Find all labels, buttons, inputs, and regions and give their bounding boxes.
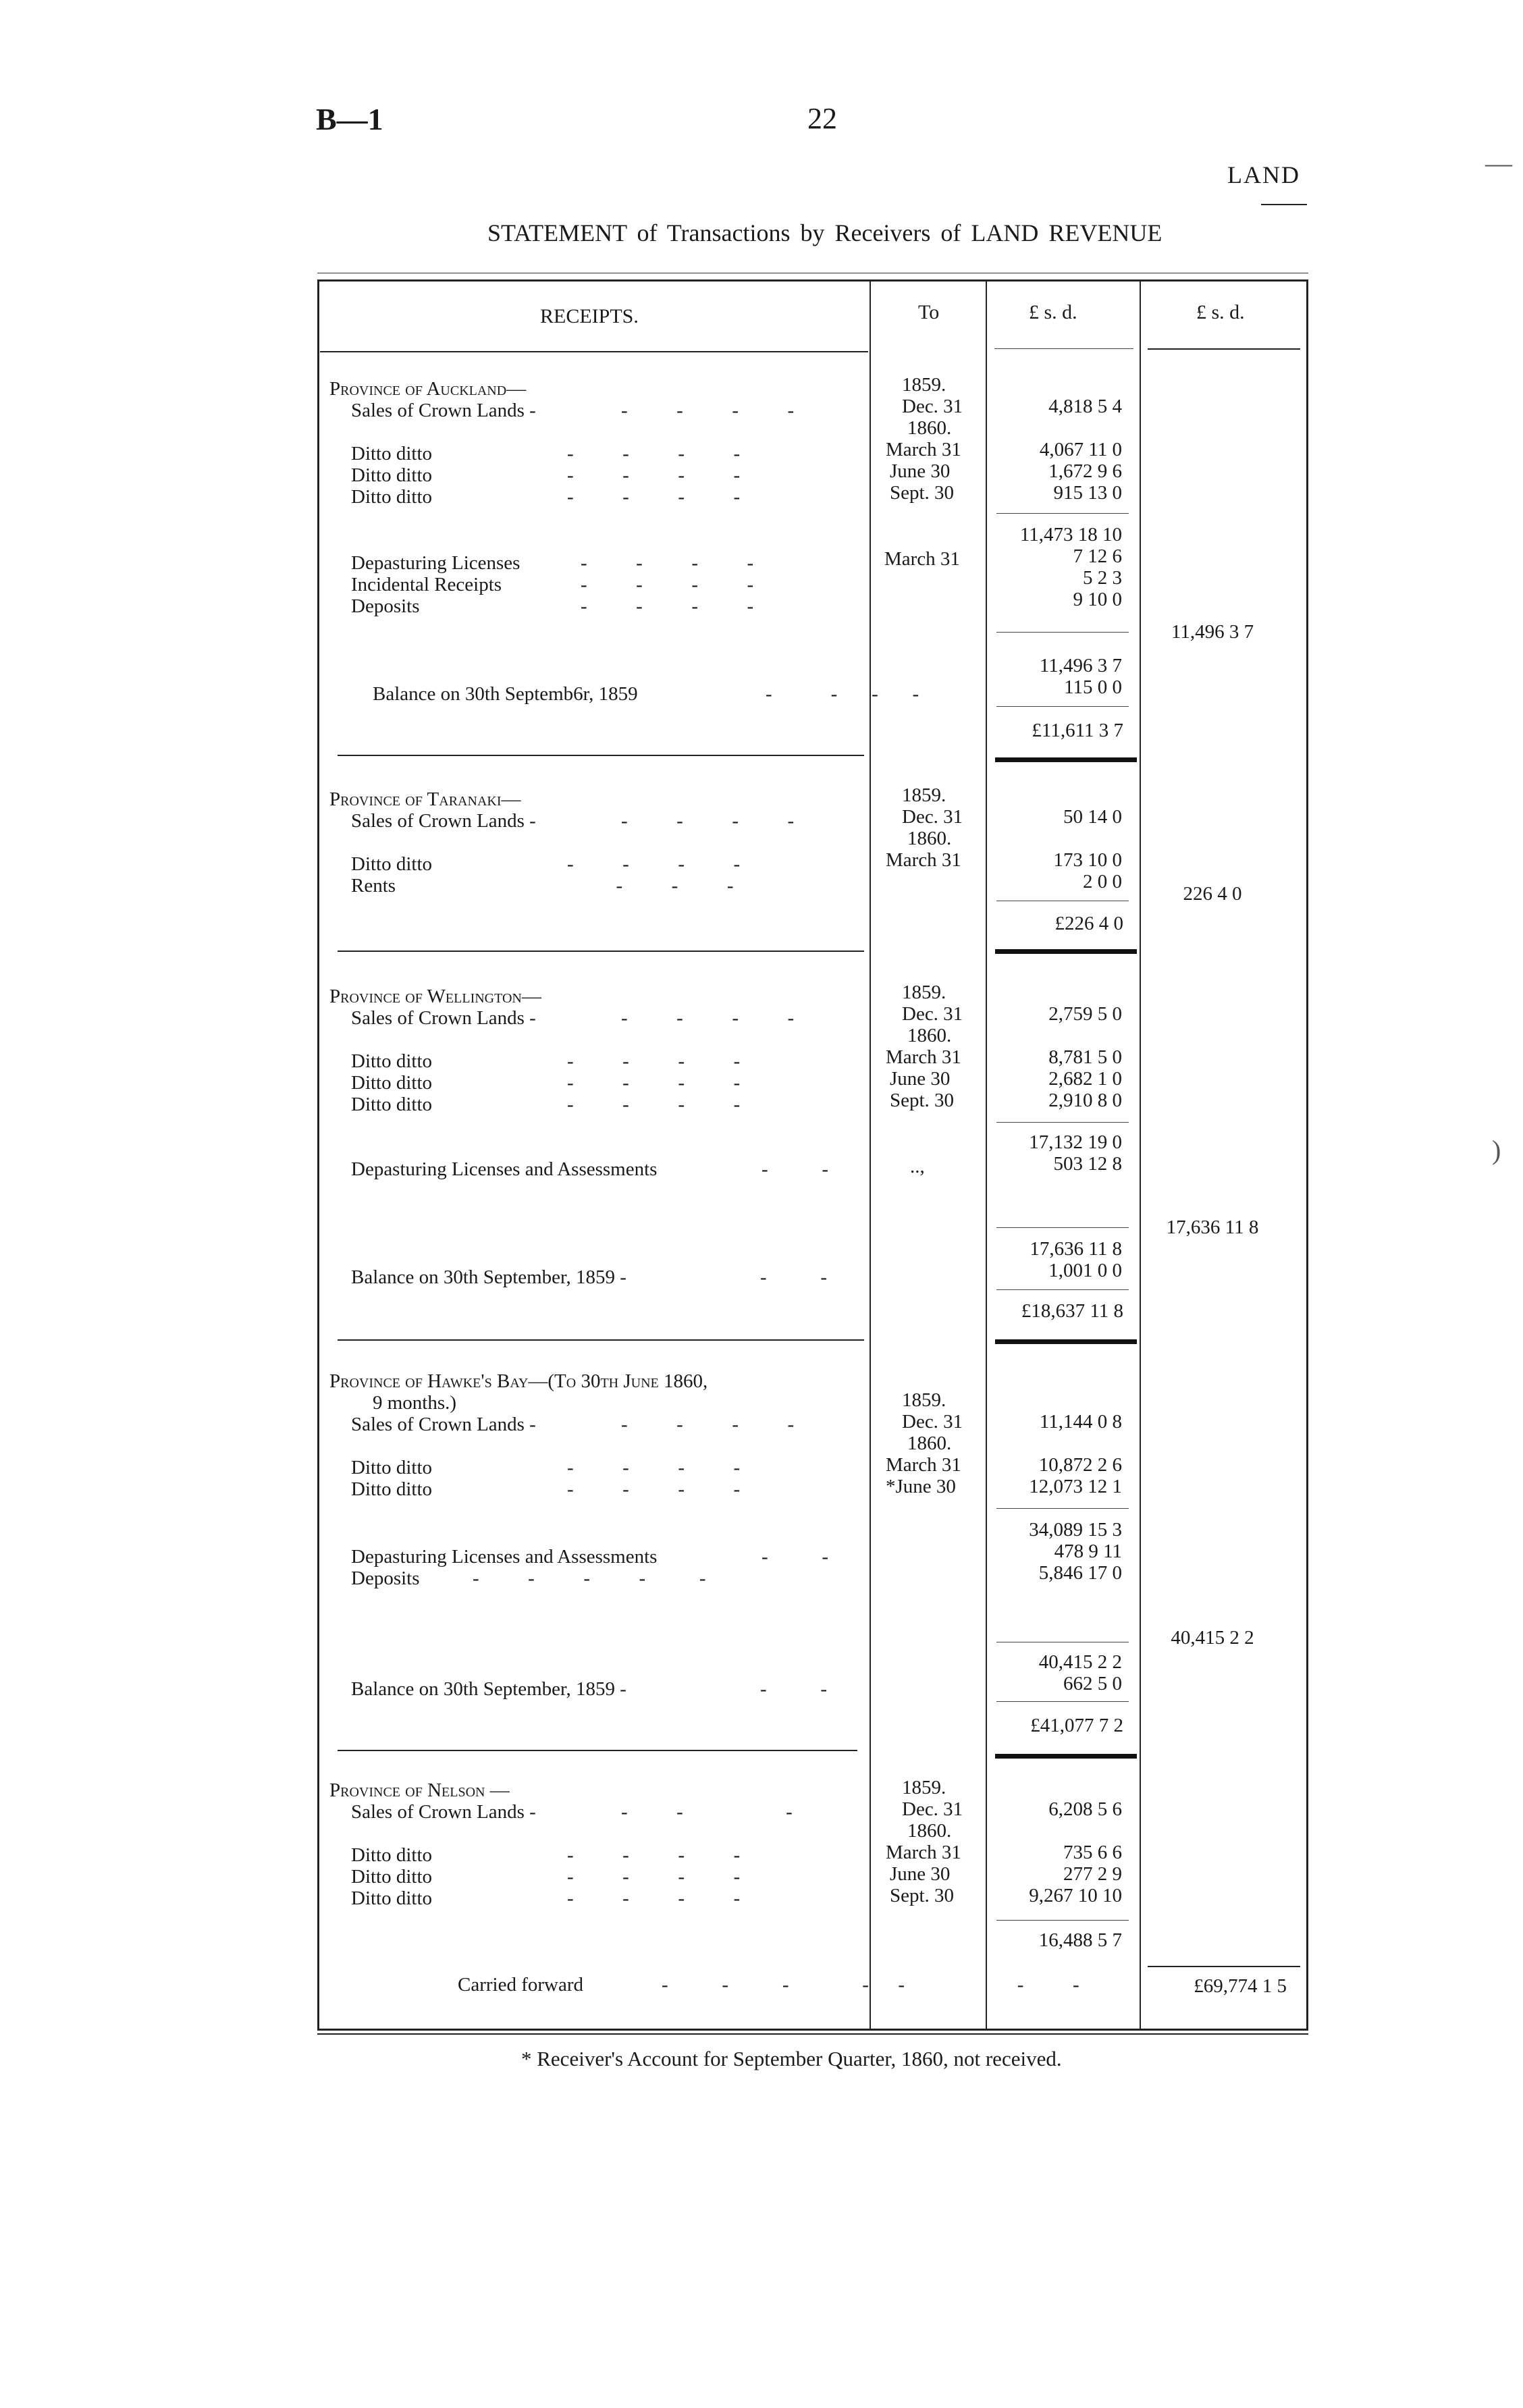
page-title: [487, 219, 1162, 247]
title-rest: of Transactions by Receivers of LAND REVENUE: [637, 219, 1163, 246]
subtotal-cell: 17,132 19 0: [1029, 1131, 1122, 1153]
double-rule: [995, 1339, 1137, 1344]
section-rule: [338, 1339, 864, 1341]
date-cell: Sept. 30: [890, 1885, 955, 1906]
subtotal-rule: [996, 1227, 1129, 1228]
row-label: Depasturing Licenses and Assessments: [351, 1546, 658, 1568]
grand-total: £226 4 0: [1054, 913, 1123, 934]
amount-cell: 478 9 11: [1054, 1541, 1122, 1562]
table-bottom-rule: [317, 2033, 1308, 2035]
amount-cell: 4,067 11 0: [1039, 439, 1122, 460]
row-label: Sales of Crown Lands -: [351, 1007, 536, 1029]
column-header-receipts: RECEIPTS.: [540, 305, 639, 327]
leader-dashes: - - - - - - -: [567, 853, 741, 897]
leader-dashes: - - - -: [621, 1007, 795, 1029]
leader-dashes: - -: [760, 1678, 828, 1700]
total-cell: 17,636 11 8: [1030, 1238, 1122, 1260]
column-header-lsd-total: £ s. d.: [1196, 301, 1245, 323]
province-auckland: Province of Auckland—: [329, 378, 527, 400]
row-label: Ditto ditto: [351, 1094, 433, 1115]
row-label: Rents: [351, 875, 396, 897]
grand-total: £11,611 3 7: [1032, 720, 1123, 741]
year-label: 1859.: [902, 784, 946, 806]
amount-cell: 5 2 3: [1083, 567, 1122, 589]
amount-cell: 9,267 10 10: [1029, 1885, 1122, 1906]
subtotal-rule: [996, 1701, 1129, 1702]
amount-cell: 2,682 1 0: [1048, 1068, 1122, 1090]
amount-cell: 4,818 5 4: [1048, 396, 1122, 417]
row-label: Incidental Receipts: [351, 574, 502, 595]
year-label: 1860.: [907, 828, 952, 849]
section-rule: [338, 951, 864, 952]
carried-forward-amount: £69,774 1 5: [1194, 1975, 1287, 1997]
row-label: Deposits: [351, 595, 420, 617]
leader-dashes: - - - -: [766, 683, 919, 705]
leader-dashes: - - - - - - - - - - - -: [567, 1844, 741, 1909]
year-label: 1860.: [907, 417, 952, 439]
grand-total: £41,077 7 2: [1030, 1715, 1123, 1736]
leader-dashes: - - - - - - - - - - - -: [581, 552, 754, 617]
column-header-lsd: £ s. d.: [1029, 301, 1077, 323]
date-cell: Dec. 31: [902, 1411, 963, 1433]
date-cell: Sept. 30: [890, 482, 955, 504]
date-cell: Dec. 31: [902, 1003, 963, 1025]
row-label: Ditto ditto: [351, 464, 433, 486]
row-label: Depasturing Licenses and Assessments: [351, 1158, 658, 1180]
subtotal-rule: [996, 1508, 1129, 1509]
amount-cell: 2,759 5 0: [1048, 1003, 1122, 1025]
amount-cell: 10,872 2 6: [1038, 1454, 1122, 1476]
subtotal-rule: [996, 632, 1129, 633]
total-cell: 40,415 2 2: [1038, 1651, 1122, 1673]
row-label: Sales of Crown Lands -: [351, 1801, 536, 1823]
amount-cell: 9 10 0: [1073, 589, 1122, 610]
row-label: Ditto ditto: [351, 853, 433, 875]
column-divider: [986, 279, 987, 2031]
leader-dashes: - - - - - - - -: [567, 1457, 741, 1500]
column-total: 17,636 11 8: [1166, 1216, 1259, 1238]
margin-mark: ): [1492, 1135, 1501, 1165]
date-cell: Dec. 31: [902, 806, 963, 828]
leader-dashes: - -: [760, 1266, 828, 1288]
subtotal-rule: [996, 513, 1129, 514]
statement-table: [317, 279, 1308, 2031]
section-rule: [338, 755, 864, 756]
header-rule: [320, 351, 868, 352]
date-cell: March 31: [886, 1842, 961, 1863]
date-cell: Dec. 31: [902, 1798, 963, 1820]
page-number: 22: [807, 102, 837, 135]
column-total: 11,496 3 7: [1171, 621, 1254, 643]
row-label: Ditto ditto: [351, 486, 433, 508]
year-label: 1860.: [907, 1433, 952, 1454]
double-rule: [995, 757, 1137, 762]
date-cell: *June 30: [886, 1476, 956, 1497]
subtotal-rule: [996, 1289, 1129, 1290]
province-taranaki: Province of Taranaki—: [329, 788, 521, 810]
double-rule: [995, 1754, 1137, 1759]
row-label: Ditto ditto: [351, 1072, 433, 1094]
date-cell: March 31: [886, 1454, 961, 1476]
subtotal-rule: [996, 1122, 1129, 1123]
date-cell: June 30: [890, 1068, 951, 1090]
year-label: 1859.: [902, 1389, 946, 1411]
leader-dashes: - - - -: [621, 810, 795, 832]
date-cell: ..,: [910, 1156, 925, 1177]
province-wellington: Province of Wellington—: [329, 986, 541, 1007]
margin-mark: —: [1485, 148, 1512, 178]
amount-cell: 2 0 0: [1083, 871, 1122, 892]
header-rule: [994, 348, 1133, 349]
leader-dashes: - - - - - - - - - - - -: [567, 443, 741, 508]
leader-dashes: - - -: [621, 1801, 793, 1823]
row-label: Depasturing Licenses: [351, 552, 520, 574]
row-label: Sales of Crown Lands -: [351, 810, 536, 832]
subtotal-rule: [996, 706, 1129, 707]
row-label: Ditto ditto: [351, 1457, 433, 1478]
province-hawkes-bay: Province of Hawke's Bay—(To 30th June 1860,: [329, 1370, 708, 1392]
header-rule: [1148, 348, 1300, 350]
amount-cell: 173 10 0: [1053, 849, 1122, 871]
year-label: 1859.: [902, 1777, 946, 1798]
row-label: Ditto ditto: [351, 1478, 433, 1500]
column-divider: [870, 279, 871, 2031]
row-label: Ditto ditto: [351, 1050, 433, 1072]
amount-cell: 503 12 8: [1053, 1153, 1122, 1175]
leader-dashes: - -: [762, 1546, 829, 1568]
carried-forward-label: Carried forward: [458, 1974, 583, 1996]
province-note: 9 months.): [373, 1392, 457, 1414]
amount-cell: 277 2 9: [1063, 1863, 1122, 1885]
row-label: Sales of Crown Lands -: [351, 1414, 536, 1435]
subtotal-cell: 34,089 15 3: [1029, 1519, 1122, 1541]
balance-amount: 662 5 0: [1063, 1673, 1122, 1694]
row-label: Ditto ditto: [351, 443, 433, 464]
double-rule: [995, 949, 1137, 954]
section-rule: [338, 1750, 857, 1751]
amount-cell: 915 13 0: [1053, 482, 1122, 504]
total-rule: [1148, 1966, 1300, 1967]
grand-total: £18,637 11 8: [1021, 1300, 1123, 1322]
date-cell: March 31: [884, 548, 960, 570]
amount-cell: 7 12 6: [1073, 545, 1122, 567]
running-head: LAND: [1227, 161, 1300, 188]
row-label: Ditto ditto: [351, 1866, 433, 1888]
date-cell: March 31: [886, 1046, 961, 1068]
year-label: 1859.: [902, 374, 946, 396]
date-cell: June 30: [890, 1863, 951, 1885]
amount-cell: 1,672 9 6: [1048, 460, 1122, 482]
balance-label: Balance on 30th September, 1859 -: [351, 1678, 626, 1700]
amount-cell: 5,846 17 0: [1038, 1562, 1122, 1584]
date-cell: March 31: [886, 849, 961, 871]
document-reference: B—1: [316, 102, 383, 136]
amount-cell: 8,781 5 0: [1048, 1046, 1122, 1068]
balance-label: Balance on 30th September, 1859 -: [351, 1266, 626, 1288]
date-cell: Sept. 30: [890, 1090, 955, 1111]
running-head-rule: [1261, 204, 1307, 205]
subtotal-rule: [996, 1920, 1129, 1921]
leader-dashes: - - - -: [621, 1414, 795, 1435]
date-cell: March 31: [886, 439, 961, 460]
date-cell: June 30: [890, 460, 951, 482]
row-label: Ditto ditto: [351, 1888, 433, 1909]
row-label: Sales of Crown Lands -: [351, 400, 536, 421]
column-header-to: To: [918, 301, 940, 323]
date-cell: Dec. 31: [902, 396, 963, 417]
amount-cell: 735 6 6: [1063, 1842, 1122, 1863]
leader-dashes: - -: [762, 1158, 829, 1180]
column-total: 40,415 2 2: [1171, 1627, 1254, 1649]
row-label: Ditto ditto: [351, 1844, 433, 1866]
total-cell: 11,496 3 7: [1039, 655, 1122, 676]
balance-amount: 1,001 0 0: [1048, 1260, 1122, 1281]
row-label: Deposits: [351, 1568, 420, 1589]
year-label: 1860.: [907, 1025, 952, 1046]
subtotal-cell: 11,473 18 10: [1019, 524, 1122, 545]
amount-cell: 12,073 12 1: [1029, 1476, 1122, 1497]
amount-cell: 11,144 0 8: [1039, 1411, 1122, 1433]
leader-dashes: - - - - -: [473, 1568, 706, 1589]
leader-dashes: - - - -: [621, 400, 795, 421]
column-divider: [1140, 279, 1141, 2031]
province-nelson: Province of Nelson —: [329, 1780, 510, 1801]
balance-label: Balance on 30th Septemb6r, 1859: [373, 683, 638, 705]
column-total: 226 4 0: [1183, 883, 1242, 905]
amount-cell: 6,208 5 6: [1048, 1798, 1122, 1820]
subtotal-cell: 16,488 5 7: [1038, 1929, 1122, 1951]
amount-cell: 50 14 0: [1063, 806, 1122, 828]
year-label: 1859.: [902, 982, 946, 1003]
amount-cell: 2,910 8 0: [1048, 1090, 1122, 1111]
title-statement: STATEMENT: [487, 219, 627, 246]
leader-dashes: - - - - - - -: [662, 1974, 1079, 1996]
balance-amount: 115 0 0: [1064, 676, 1122, 698]
footnote: * Receiver's Account for September Quarter, 1860, not received.: [521, 2047, 1062, 2070]
year-label: 1860.: [907, 1820, 952, 1842]
leader-dashes: - - - - - - - - - - - -: [567, 1050, 741, 1115]
